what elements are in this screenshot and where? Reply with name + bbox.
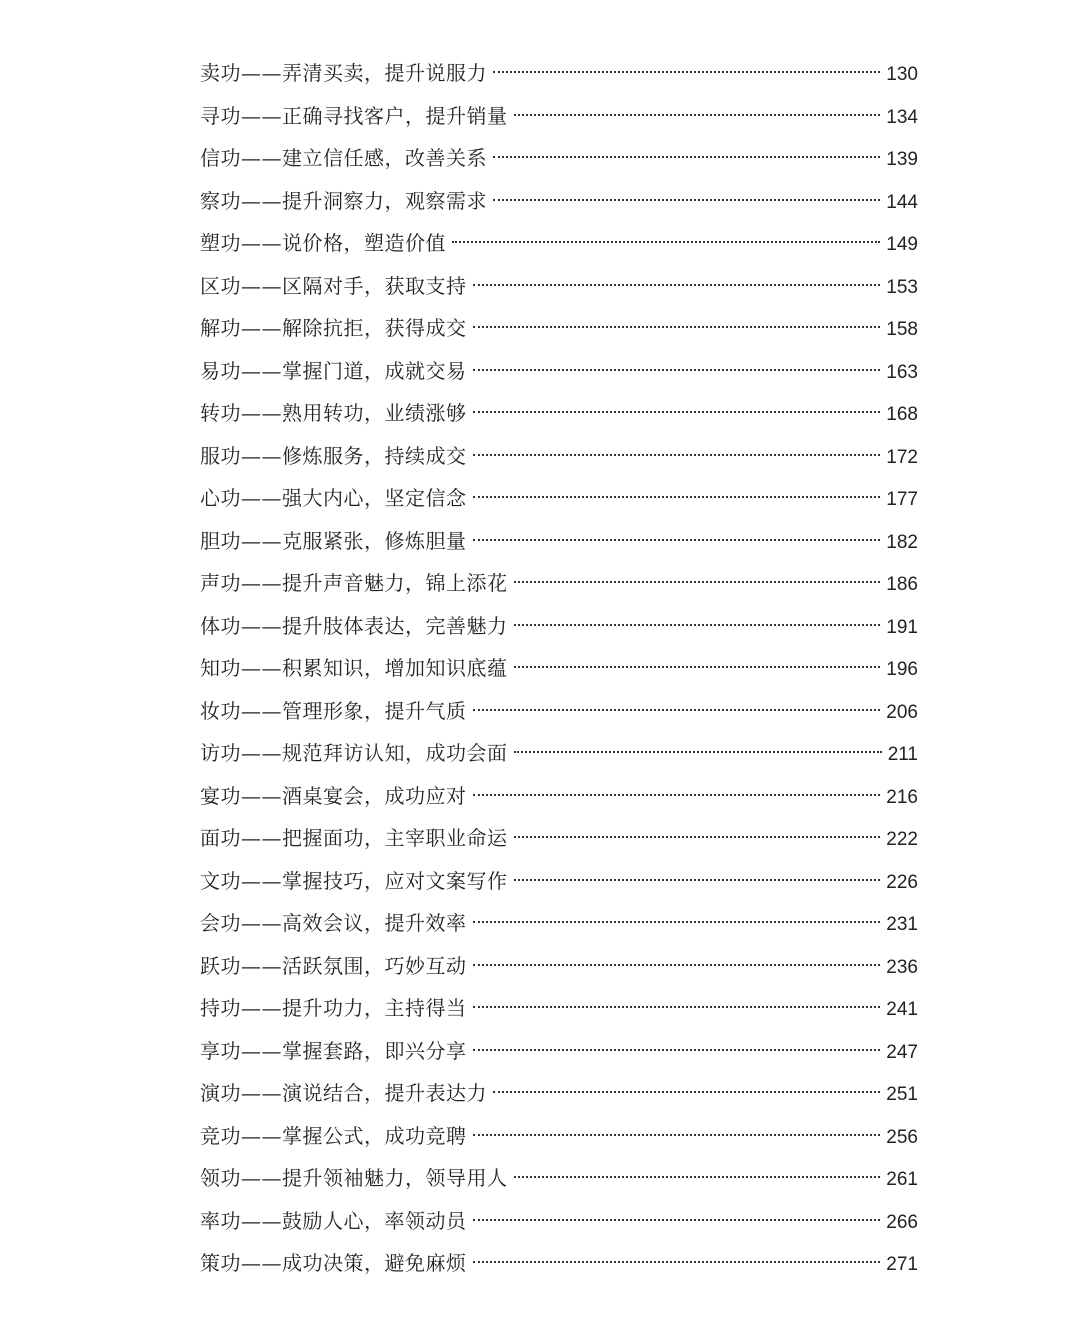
toc-entry[interactable] <box>200 860 918 903</box>
toc-entry[interactable] <box>200 817 918 860</box>
toc-entry-title: 跃功——活跃氛围，巧妙互动 <box>200 953 467 978</box>
toc-entry[interactable] <box>200 350 918 393</box>
toc-entry-title: 率功——鼓励人心，率领动员 <box>200 1208 467 1233</box>
toc-entry[interactable] <box>200 945 918 988</box>
toc-entry-title: 策功——成功决策，避免麻烦 <box>200 1251 467 1275</box>
table-of-contents <box>200 52 918 1285</box>
toc-page-number: 226 <box>886 871 918 893</box>
toc-page-number: 222 <box>886 829 918 850</box>
toc-entry-title: 信功——建立信任感，改善关系 <box>200 146 487 170</box>
toc-entry[interactable] <box>200 180 918 223</box>
toc-entry-title: 演功——演说结合，提升表达力 <box>200 1081 487 1105</box>
toc-entry-title: 竞功——掌握公式，成功竞聘 <box>200 1123 467 1148</box>
toc-page-number: 130 <box>886 64 918 85</box>
toc-entry[interactable] <box>200 265 918 308</box>
toc-entry[interactable] <box>200 647 918 690</box>
dot-leader <box>452 241 880 243</box>
dot-leader <box>473 794 881 796</box>
toc-page-number: 186 <box>886 574 918 595</box>
toc-page-number: 247 <box>886 1041 918 1063</box>
toc-entry[interactable] <box>200 987 918 1030</box>
toc-entry-title: 享功——掌握套路，即兴分享 <box>200 1038 467 1063</box>
dot-leader <box>473 369 881 371</box>
dot-leader <box>473 1219 881 1221</box>
toc-entry[interactable] <box>200 1157 918 1200</box>
toc-entry[interactable] <box>200 435 918 478</box>
toc-entry-title: 领功——提升领袖魅力，领导用人 <box>200 1166 508 1190</box>
dot-leader <box>514 624 881 626</box>
toc-entry-title: 转功——熟用转功，业绩涨够 <box>200 401 467 425</box>
toc-page-number: 134 <box>886 106 918 128</box>
toc-page-number: 168 <box>886 404 918 425</box>
dot-leader <box>473 496 881 498</box>
toc-entry-title: 持功——提升功力，主持得当 <box>200 996 467 1020</box>
toc-page-number: 149 <box>886 234 918 255</box>
toc-entry[interactable] <box>200 52 918 95</box>
toc-page-number: 216 <box>886 786 918 808</box>
toc-entry[interactable] <box>200 95 918 138</box>
toc-entry-title: 塑功——说价格，塑造价值 <box>200 231 446 255</box>
toc-entry[interactable] <box>200 307 918 350</box>
toc-entry-title: 察功——提升洞察力，观察需求 <box>200 188 487 213</box>
toc-page-number: 271 <box>886 1254 918 1275</box>
dot-leader <box>514 1176 881 1178</box>
toc-entry-title: 宴功——酒桌宴会，成功应对 <box>200 783 467 808</box>
dot-leader <box>514 751 882 753</box>
toc-entry-title: 服功——修炼服务，持续成交 <box>200 443 467 468</box>
toc-entry[interactable] <box>200 477 918 520</box>
dot-leader <box>493 156 880 158</box>
dot-leader <box>514 581 881 583</box>
toc-page-number: 172 <box>886 446 918 468</box>
toc-entry[interactable] <box>200 732 918 775</box>
dot-leader <box>493 71 880 73</box>
toc-page-number: 241 <box>886 999 918 1020</box>
dot-leader <box>473 411 881 413</box>
toc-entry[interactable] <box>200 775 918 818</box>
toc-entry-title: 面功——把握面功，主宰职业命运 <box>200 826 508 850</box>
toc-entry[interactable] <box>200 392 918 435</box>
toc-page-number: 256 <box>886 1126 918 1148</box>
toc-entry-title: 知功——积累知识，增加知识底蕴 <box>200 656 508 680</box>
dot-leader <box>473 284 881 286</box>
toc-entry-title: 访功——规范拜访认知，成功会面 <box>200 741 508 765</box>
toc-entry-title: 妆功——管理形象，提升气质 <box>200 698 467 723</box>
toc-page-number: 158 <box>886 319 918 340</box>
toc-entry[interactable] <box>200 520 918 563</box>
dot-leader <box>473 1006 881 1008</box>
toc-entry-title: 卖功——弄清买卖，提升说服力 <box>200 61 487 85</box>
toc-entry[interactable] <box>200 562 918 605</box>
dot-leader <box>473 326 881 328</box>
toc-entry-title: 易功——掌握门道，成就交易 <box>200 358 467 383</box>
toc-entry[interactable] <box>200 605 918 648</box>
dot-leader <box>514 114 881 116</box>
toc-page-number: 139 <box>886 149 918 170</box>
toc-entry[interactable] <box>200 222 918 265</box>
toc-entry[interactable] <box>200 137 918 180</box>
toc-page-number: 191 <box>886 616 918 638</box>
toc-entry-title: 胆功——克服紧张，修炼胆量 <box>200 528 467 553</box>
toc-page-number: 196 <box>886 659 918 680</box>
toc-entry[interactable] <box>200 1072 918 1115</box>
toc-page-number: 153 <box>886 276 918 298</box>
toc-page-number: 211 <box>887 744 918 765</box>
toc-entry-title: 寻功——正确寻找客户，提升销量 <box>200 103 508 128</box>
dot-leader <box>473 454 881 456</box>
toc-page-number: 261 <box>886 1169 918 1190</box>
toc-page-number: 236 <box>886 956 918 978</box>
dot-leader <box>473 709 881 711</box>
toc-entry-title: 声功——提升声音魅力，锦上添花 <box>200 571 508 595</box>
dot-leader <box>473 1049 881 1051</box>
toc-page-number: 206 <box>886 701 918 723</box>
toc-entry[interactable] <box>200 1242 918 1285</box>
toc-entry-title: 解功——解除抗拒，获得成交 <box>200 316 467 340</box>
toc-page-number: 251 <box>886 1084 918 1105</box>
dot-leader <box>473 921 881 923</box>
toc-entry-title: 会功——高效会议，提升效率 <box>200 911 467 935</box>
dot-leader <box>473 1261 881 1263</box>
dot-leader <box>473 964 881 966</box>
toc-entry[interactable] <box>200 1030 918 1073</box>
toc-entry[interactable] <box>200 1115 918 1158</box>
toc-entry-title: 心功——强大内心，坚定信念 <box>200 486 467 510</box>
toc-entry[interactable] <box>200 902 918 945</box>
dot-leader <box>473 1134 881 1136</box>
dot-leader <box>514 836 881 838</box>
toc-page-number: 163 <box>886 361 918 383</box>
toc-entry[interactable] <box>200 690 918 733</box>
dot-leader <box>473 539 881 541</box>
toc-entry-title: 文功——掌握技巧，应对文案写作 <box>200 868 508 893</box>
toc-entry-title: 区功——区隔对手，获取支持 <box>200 273 467 298</box>
toc-page-number: 144 <box>886 191 918 213</box>
toc-entry-title: 体功——提升肢体表达，完善魅力 <box>200 613 508 638</box>
toc-page-number: 231 <box>886 914 918 935</box>
toc-page-number: 182 <box>886 531 918 553</box>
dot-leader <box>514 666 881 668</box>
toc-page-number: 266 <box>886 1211 918 1233</box>
dot-leader <box>493 199 880 201</box>
toc-page-number: 177 <box>886 489 918 510</box>
toc-entry[interactable] <box>200 1200 918 1243</box>
dot-leader <box>514 879 881 881</box>
dot-leader <box>493 1091 880 1093</box>
